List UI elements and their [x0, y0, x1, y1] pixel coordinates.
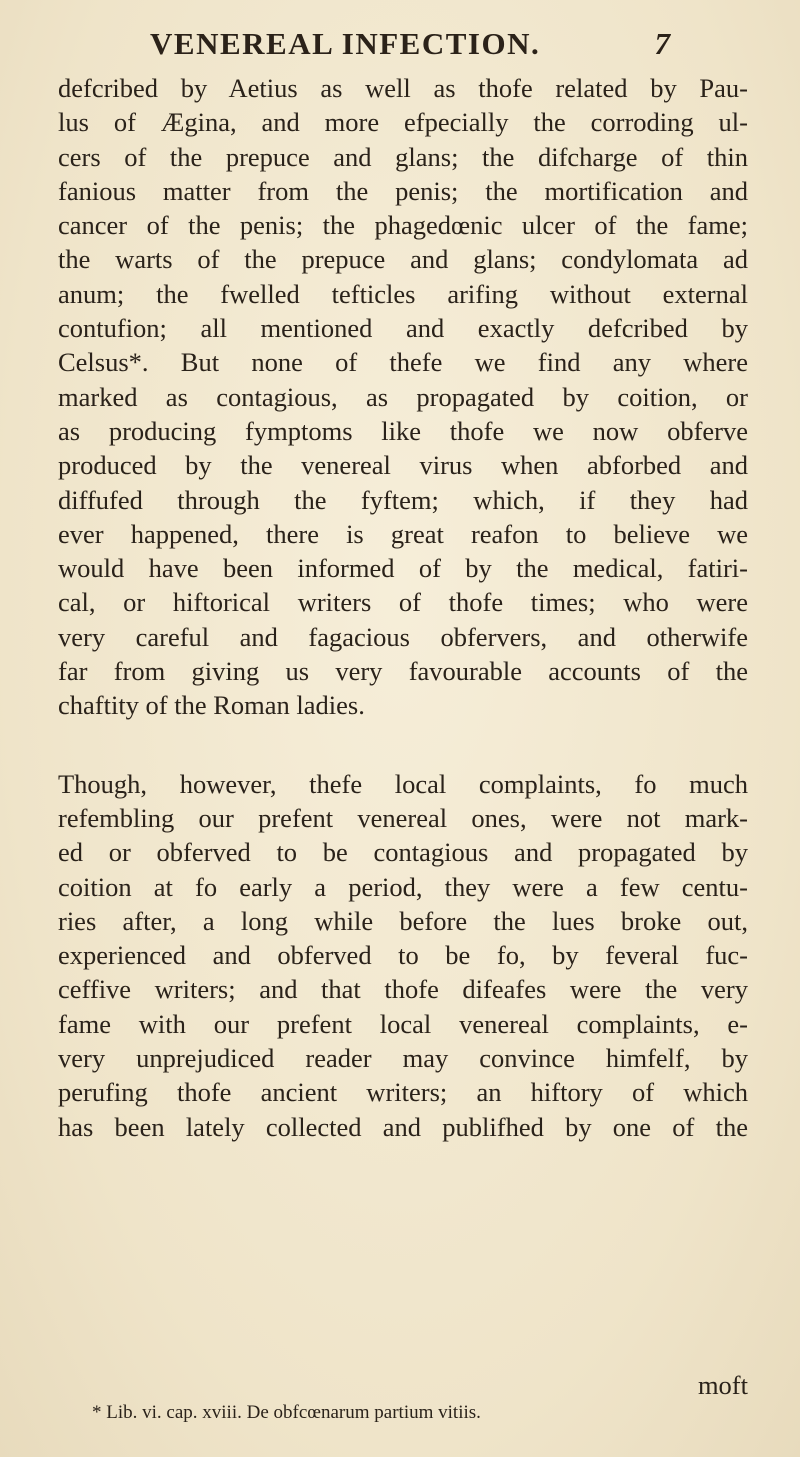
- text-line: defcribed by Aetius as well as thofe related by Pau-: [58, 73, 748, 103]
- text-line: has been lately collected and publifhed by one of the: [58, 1111, 748, 1142]
- text-line: fame with our prefent local venereal complaints, e-: [58, 1008, 748, 1039]
- text-line: chaftity of the Roman ladies.: [58, 690, 365, 721]
- running-title: VENEREAL INFECTION.: [150, 26, 541, 61]
- text-line: as producing fymptoms like thofe we now obferve: [58, 415, 748, 446]
- catchword: moft: [697, 1370, 748, 1400]
- text-line: ceffive writers; and that thofe difeafes were the very: [58, 974, 748, 1005]
- page-number: 7: [654, 26, 670, 61]
- text-line: experienced and obferved to be fo, by feveral fuc-: [58, 940, 748, 971]
- text-line: anum; the fwelled tefticles arifing without external: [58, 278, 748, 309]
- text-line: ever happened, there is great reafon to believe we: [58, 518, 748, 549]
- text-line: would have been informed of by the medical, fatiri-: [58, 553, 748, 584]
- text-line: perufing thofe ancient writers; an hiftory of which: [58, 1077, 748, 1108]
- text-line: very careful and fagacious obfervers, and otherwife: [58, 621, 748, 652]
- text-line: coition at fo early a period, they were a few centu-: [58, 871, 748, 902]
- text-line: cal, or hiftorical writers of thofe times; who were: [58, 587, 748, 618]
- text-line: Celsus*. But none of thefe we find any where: [58, 347, 748, 378]
- footnote: * Lib. vi. cap. xviii. De obfcœnarum partium vitiis.: [92, 1402, 481, 1423]
- paragraph-gap: [58, 723, 748, 767]
- body-text: [58, 71, 748, 1144]
- text-line: far from giving us very favourable accounts of the: [58, 656, 748, 687]
- text-line: Though, however, thefe local complaints, fo much: [58, 768, 748, 799]
- text-line: cers of the prepuce and glans; the difcharge of thin: [58, 141, 748, 172]
- paragraph-1: [58, 71, 748, 723]
- text-line: contufion; all mentioned and exactly defcribed by: [58, 313, 748, 344]
- text-line: lus of Ægina, and more efpecially the corroding ul-: [58, 107, 748, 138]
- paragraph-2: [58, 767, 748, 1144]
- text-line: very unprejudiced reader may convince himfelf, by: [58, 1043, 748, 1074]
- text-line: diffufed through the fyftem; which, if they had: [58, 484, 748, 515]
- text-line: ries after, a long while before the lues broke out,: [58, 905, 748, 936]
- text-line: the warts of the prepuce and glans; condylomata ad: [58, 244, 748, 275]
- text-line: ed or obferved to be contagious and propagated by: [58, 837, 748, 868]
- text-line: fanious matter from the penis; the mortification and: [58, 175, 748, 206]
- text-line: cancer of the penis; the phagedœnic ulcer of the fame;: [58, 210, 748, 241]
- page-header: [150, 26, 670, 66]
- text-line: produced by the venereal virus when abforbed and: [58, 450, 748, 481]
- text-line: refembling our prefent venereal ones, were not mark-: [58, 802, 748, 833]
- text-line: marked as contagious, as propagated by coition, or: [58, 381, 748, 412]
